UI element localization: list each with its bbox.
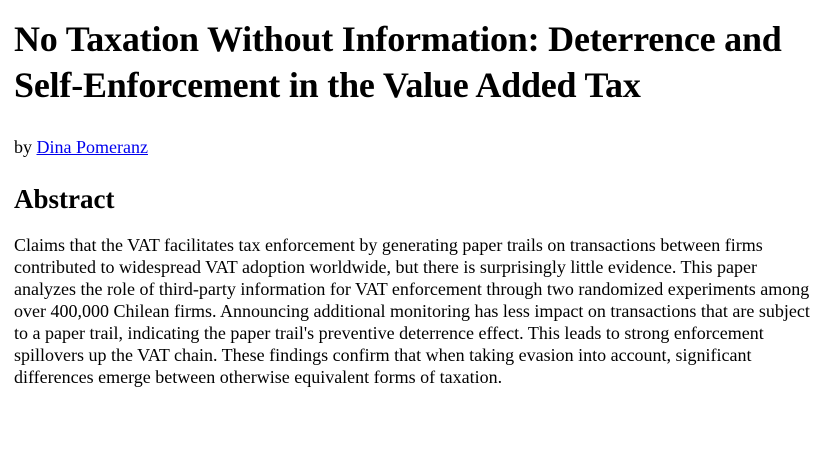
- abstract-heading: Abstract: [14, 184, 115, 214]
- byline-prefix: by: [14, 137, 32, 157]
- author-link[interactable]: Dina Pomeranz: [36, 137, 148, 157]
- paper-title: No Taxation Without Information: Deterrence and Self-Enforcement in the Value Added Tax: [14, 19, 782, 105]
- byline: [14, 136, 814, 158]
- abstract-text: Claims that the VAT facilitates tax enforcement by generating paper trails on transactions between firms contributed to widespread VAT adoption worldwide, but there is surprisingly little evidence. This paper analyzes the role of third-party information for VAT enforcement through two randomized experiments among over 400,000 Chilean firms. Announcing additional monitoring has less impact on transactions that are subject to a paper trail, indicating the paper trail's preventive deterrence effect. This leads to strong enforcement spillovers up the VAT chain. These findings confirm that when taking evasion into account, significant differences emerge between otherwise equivalent forms of taxation.: [14, 235, 810, 387]
- paper-page: [14, 0, 814, 388]
